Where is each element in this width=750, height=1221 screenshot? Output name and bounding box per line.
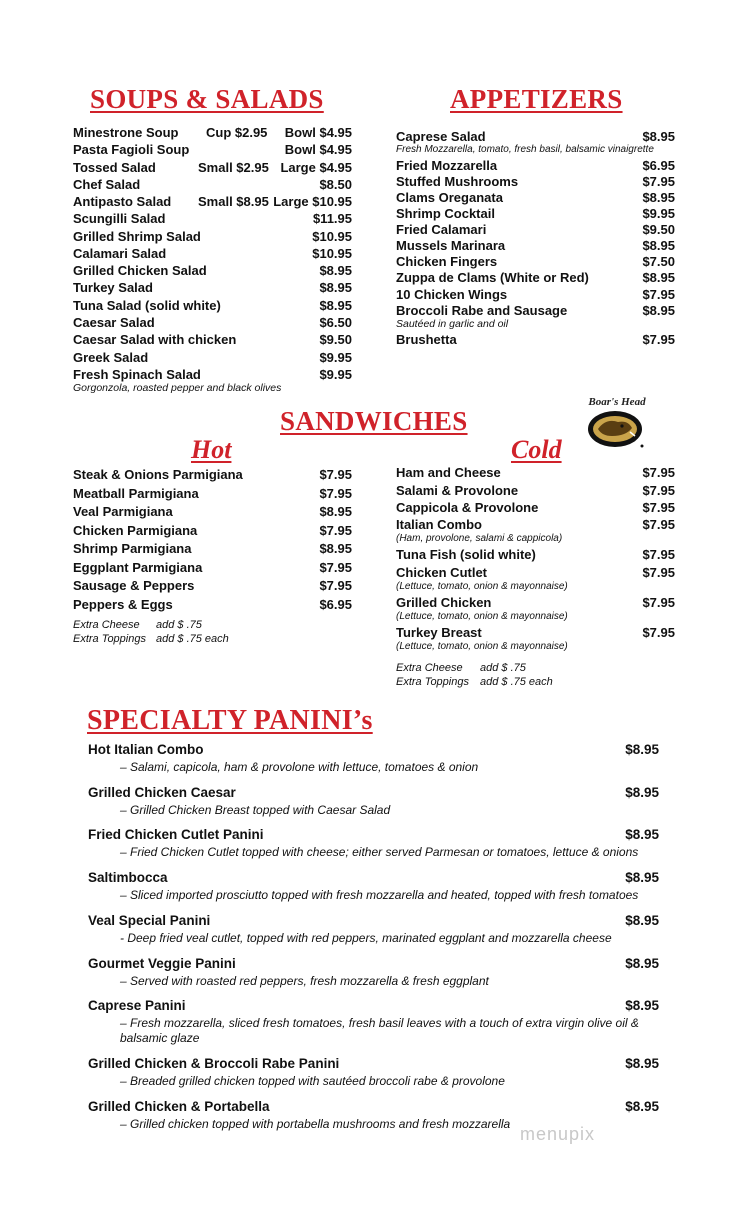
menu-item-option: Cup $2.95	[206, 125, 268, 140]
menu-item-name: Brushetta	[396, 332, 457, 347]
panini-item-desc: – Sliced imported prosciutto topped with fresh mozzarella and heated, topped with fresh tomatoes	[120, 888, 639, 902]
menu-item-price: $8.50	[319, 177, 352, 192]
menu-item-name: Antipasto Salad	[73, 194, 172, 209]
menu-item-name: Tuna Fish (solid white)	[396, 547, 536, 562]
menu-item-note: Fresh Mozzarella, tomato, fresh basil, balsamic vinaigrette	[396, 144, 654, 155]
extra-label: Extra Cheese	[73, 619, 140, 631]
menu-item-name: Fried Mozzarella	[396, 158, 498, 173]
menu-item-name: Turkey Salad	[73, 280, 153, 295]
menu-item-note: (Lettuce, tomato, onion & mayonnaise)	[396, 611, 568, 622]
menu-item-name: Tuna Salad (solid white)	[73, 298, 221, 313]
menu-item-name: Fried Calamari	[396, 222, 487, 237]
menu-item-note: (Ham, provolone, salami & cappicola)	[396, 533, 563, 544]
menu-item-name: 10 Chicken Wings	[396, 287, 508, 302]
boar-head-icon	[582, 396, 652, 452]
menu-item-note: (Lettuce, tomato, onion & mayonnaise)	[396, 581, 568, 592]
extra-label: Extra Toppings	[73, 633, 146, 645]
menu-item-price: $9.95	[319, 350, 352, 365]
panini-item-price: $8.95	[625, 913, 659, 928]
extra-value: add $ .75	[156, 619, 202, 631]
cold-sandwiches-heading: Cold	[511, 435, 562, 464]
panini-item-name: Caprese Panini	[88, 998, 186, 1013]
menu-item-name: Stuffed Mushrooms	[396, 174, 519, 189]
extra-label: Extra Toppings	[396, 676, 469, 688]
panini-item-desc: - Deep fried veal cutlet, topped with red peppers, marinated eggplant and mozzarella cheese	[120, 931, 612, 945]
menu-item-name: Pasta Fagioli Soup	[73, 142, 190, 157]
menu-item-name: Steak & Onions Parmigiana	[73, 467, 243, 482]
menu-item-price: $7.95	[319, 486, 352, 501]
menu-item-name: Grilled Chicken Salad	[73, 263, 207, 278]
menu-item-price: $7.95	[319, 560, 352, 575]
panini-item-price: $8.95	[625, 785, 659, 800]
menu-item-price: $7.95	[319, 467, 352, 482]
menu-item-name: Scungilli Salad	[73, 211, 166, 226]
extra-value: add $ .75 each	[480, 676, 553, 688]
menu-item-name: Broccoli Rabe and Sausage	[396, 303, 568, 318]
panini-item-desc: – Grilled chicken topped with portabella mushrooms and fresh mozzarella	[120, 1117, 511, 1131]
menu-item-price: $9.50	[642, 222, 675, 237]
menu-item-price: $10.95	[312, 229, 352, 244]
extra-label: Extra Cheese	[396, 662, 463, 674]
menu-item-name: Fresh Spinach Salad	[73, 367, 201, 382]
menu-item-name: Salami & Provolone	[396, 483, 519, 498]
menu-item-name: Minestrone Soup	[73, 125, 179, 140]
menu-item-price: Large $10.95	[273, 194, 352, 209]
menu-item-name: Peppers & Eggs	[73, 597, 173, 612]
panini-item-price: $8.95	[625, 742, 659, 757]
menu-item-name: Caesar Salad	[73, 315, 155, 330]
menu-item-option: Small $2.95	[198, 160, 269, 175]
menu-item-name: Eggplant Parmigiana	[73, 560, 203, 575]
menu-item-price: $8.95	[319, 298, 352, 313]
panini-item-price: $8.95	[625, 870, 659, 885]
panini-item-price: $8.95	[625, 956, 659, 971]
panini-item-price: $8.95	[625, 998, 659, 1013]
menu-item-price: $6.95	[642, 158, 675, 173]
boars-head-logo	[582, 396, 652, 452]
panini-item-desc: – Grilled Chicken Breast topped with Caesar Salad	[120, 803, 391, 817]
menu-item-note: Gorgonzola, roasted pepper and black olives	[73, 382, 282, 394]
menu-item-name: Shrimp Parmigiana	[73, 541, 192, 556]
panini-item-name: Veal Special Panini	[88, 913, 211, 928]
menu-item-price: $7.95	[642, 483, 675, 498]
menu-item-price: $9.95	[642, 206, 675, 221]
menu-item-name: Caprese Salad	[396, 129, 486, 144]
menu-item-name: Veal Parmigiana	[73, 504, 173, 519]
menu-item-name: Greek Salad	[73, 350, 149, 365]
menu-item-price: $11.95	[312, 211, 352, 226]
panini-item-name: Hot Italian Combo	[88, 742, 204, 757]
menu-item-price: $9.50	[319, 332, 352, 347]
panini-item-price: $8.95	[625, 1056, 659, 1071]
menu-item-name: Mussels Marinara	[396, 238, 506, 253]
panini-item-price: $8.95	[625, 1099, 659, 1114]
menu-item-price: $8.95	[319, 263, 352, 278]
panini-item-desc: – Served with roasted red peppers, fresh mozzarella & fresh eggplant	[120, 974, 489, 988]
logo-text: Boar's Head	[588, 396, 646, 408]
menu-item-price: $7.95	[319, 523, 352, 538]
panini-item-name: Grilled Chicken & Portabella	[88, 1099, 270, 1114]
menu-item-price: $7.95	[642, 517, 675, 532]
menu-item-name: Grilled Shrimp Salad	[73, 229, 201, 244]
menu-item-price: $7.95	[642, 465, 675, 480]
menu-item-name: Caesar Salad with chicken	[73, 332, 237, 347]
menu-item-price: $7.95	[642, 287, 675, 302]
panini-heading: SPECIALTY PANINI’s	[87, 705, 373, 736]
menu-item-price: $7.95	[642, 565, 675, 580]
menu-item-price: Large $4.95	[280, 160, 352, 175]
menu-item-price: $7.95	[642, 500, 675, 515]
menu-item-price: $8.95	[319, 280, 352, 295]
extra-value: add $ .75 each	[156, 633, 229, 645]
soups-salads-heading: SOUPS & SALADS	[90, 84, 324, 114]
panini-item-name: Grilled Chicken Caesar	[88, 785, 236, 800]
menu-item-name: Shrimp Cocktail	[396, 206, 495, 221]
menu-item-price: Bowl $4.95	[284, 125, 352, 140]
menu-item-name: Calamari Salad	[73, 246, 167, 261]
menu-item-price: $10.95	[312, 246, 352, 261]
menu-item-price: $8.95	[319, 504, 352, 519]
panini-item-name: Fried Chicken Cutlet Panini	[88, 827, 264, 842]
menu-item-name: Chicken Parmigiana	[73, 523, 198, 538]
panini-item-desc: – Fried Chicken Cutlet topped with cheese; either served Parmesan or tomatoes, lettuce & onions	[120, 845, 639, 859]
menu-item-name: Ham and Cheese	[396, 465, 501, 480]
menu-item-price: $6.50	[319, 315, 352, 330]
menu-item-name: Cappicola & Provolone	[396, 500, 539, 515]
menu-item-price: $7.95	[642, 332, 675, 347]
menu-item-name: Clams Oreganata	[396, 190, 503, 205]
panini-item-desc: – Salami, capicola, ham & provolone with lettuce, tomatoes & onion	[120, 760, 479, 774]
menu-item-price: $7.95	[642, 174, 675, 189]
menu-item-note: (Lettuce, tomato, onion & mayonnaise)	[396, 641, 568, 652]
menu-item-note: Sautéed in garlic and oil	[396, 318, 509, 330]
menu-item-price: $7.95	[319, 578, 352, 593]
menu-item-name: Chicken Fingers	[396, 254, 498, 269]
menu-item-price: $6.95	[319, 597, 352, 612]
menu-item-price: $7.95	[642, 625, 675, 640]
menu-item-price: $8.95	[642, 129, 675, 144]
panini-item-name: Gourmet Veggie Panini	[88, 956, 236, 971]
menu-item-name: Chicken Cutlet	[396, 565, 488, 580]
menu-item-name: Tossed Salad	[73, 160, 156, 175]
menu-item-name: Sausage & Peppers	[73, 578, 195, 593]
panini-item-name: Saltimbocca	[88, 870, 168, 885]
menu-item-name: Grilled Chicken	[396, 595, 492, 610]
menu-item-price: $8.95	[319, 541, 352, 556]
menu-item-price: $7.95	[642, 595, 675, 610]
panini-item-desc: – Breaded grilled chicken topped with sautéed broccoli rabe & provolone	[120, 1074, 505, 1088]
menu-item-price: Bowl $4.95	[284, 142, 352, 157]
menu-item-price: $7.95	[642, 547, 675, 562]
menu-item-price: $7.50	[642, 254, 675, 269]
menu-item-name: Chef Salad	[73, 177, 141, 192]
menu-item-name: Meatball Parmigiana	[73, 486, 199, 501]
panini-item-price: $8.95	[625, 827, 659, 842]
menu-item-price: $8.95	[642, 190, 675, 205]
menu-item-name: Italian Combo	[396, 517, 482, 532]
menu-item-name: Turkey Breast	[396, 625, 482, 640]
menu-item-price: $8.95	[642, 270, 675, 285]
extra-value: add $ .75	[480, 662, 526, 674]
menu-item-option: Small $8.95	[198, 194, 269, 209]
panini-item-desc: – Fresh mozzarella, sliced fresh tomatoes, fresh basil leaves with a touch of extra virgin olive oil & balsamic glaze	[120, 1016, 639, 1045]
menu-item-price: $8.95	[642, 303, 675, 318]
menu-item-price: $9.95	[319, 367, 352, 382]
appetizers-heading: APPETIZERS	[450, 84, 623, 114]
menu-item-price: $8.95	[642, 238, 675, 253]
sandwiches-heading: SANDWICHES	[280, 406, 468, 436]
watermark: menupix	[520, 1124, 596, 1144]
panini-item-name: Grilled Chicken & Broccoli Rabe Panini	[88, 1056, 340, 1071]
menu-item-name: Zuppa de Clams (White or Red)	[396, 270, 589, 285]
hot-sandwiches-heading: Hot	[191, 435, 232, 464]
